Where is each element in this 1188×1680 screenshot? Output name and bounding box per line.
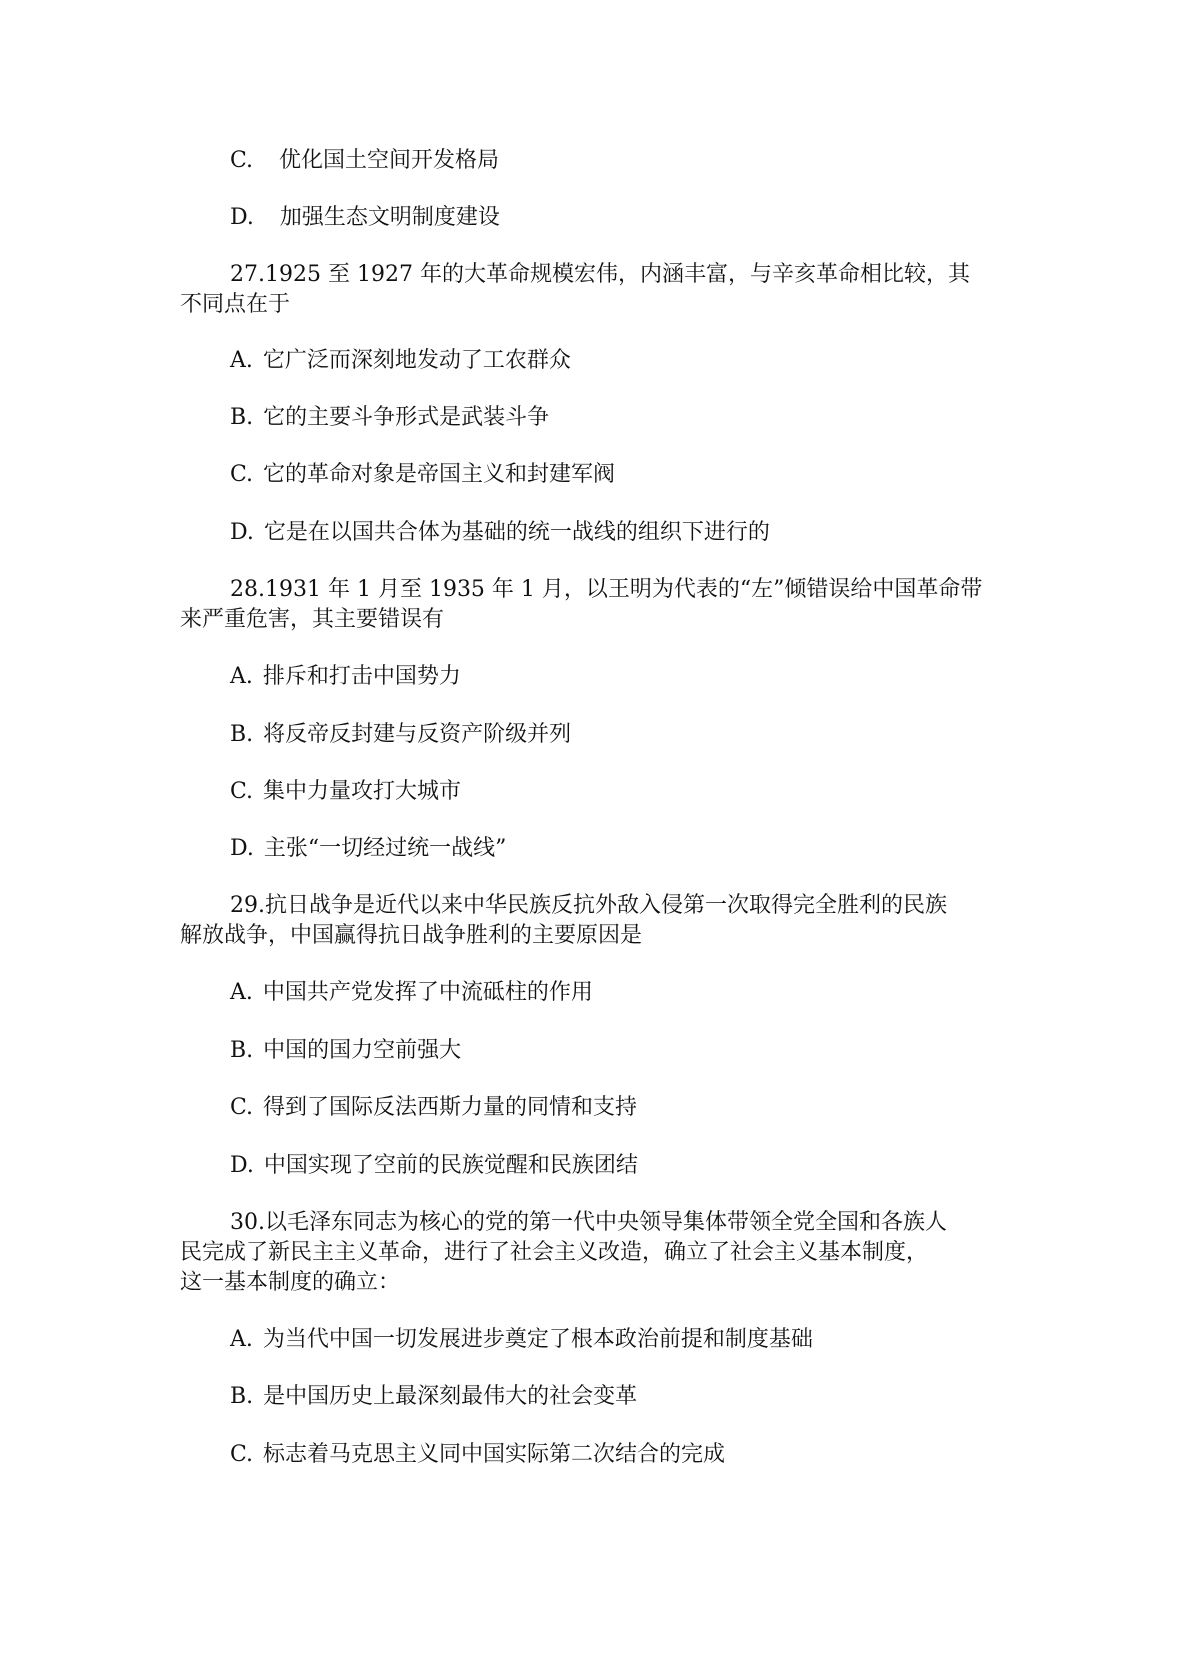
- option-text: 得到了国际反法西斯力量的同情和支持: [263, 1095, 638, 1120]
- question-30-option-b: [230, 1382, 637, 1412]
- option-text: 是中国历史上最深刻最伟大的社会变革: [263, 1384, 638, 1409]
- option-letter: B.: [230, 1038, 254, 1063]
- option-letter: C.: [230, 779, 254, 804]
- question-27-option-d: [230, 518, 770, 548]
- option-text: 优化国土空间开发格局: [279, 148, 500, 173]
- question-27-line-2: 不同点在于: [180, 292, 291, 317]
- option-letter: A.: [230, 664, 253, 689]
- option-letter: A.: [230, 1327, 253, 1352]
- option-text: 主张“一切经过统一战线”: [263, 836, 507, 861]
- question-28-option-b: [230, 720, 571, 750]
- question-28-option-d: [230, 834, 506, 864]
- option-text: 中国共产党发挥了中流砥柱的作用: [262, 980, 593, 1005]
- option-letter: B.: [230, 722, 254, 747]
- option-text: 标志着马克思主义同中国实际第二次结合的完成: [263, 1442, 726, 1467]
- question-30-line-1: 30.以毛泽东同志为核心的党的第一代中央领导集体带领全党全国和各族人: [230, 1210, 947, 1235]
- option-letter: A.: [230, 980, 253, 1005]
- question-28-option-a: [230, 662, 461, 692]
- question-29-option-c: [230, 1093, 637, 1123]
- option-text: 集中力量攻打大城市: [263, 779, 462, 804]
- option-letter: B.: [230, 1384, 254, 1409]
- option-letter: C.: [230, 148, 254, 173]
- question-30-option-a: [230, 1325, 813, 1355]
- question-30-line-2: 民完成了新民主主义革命，进行了社会主义改造，确立了社会主义基本制度，: [180, 1240, 929, 1265]
- option-text: 它的主要斗争形式是武装斗争: [263, 405, 550, 430]
- question-29-option-a: [230, 978, 593, 1008]
- question-27-option-c: [230, 460, 615, 490]
- option-letter: A.: [230, 348, 253, 373]
- option-letter: D.: [230, 205, 254, 230]
- option-text: 它是在以国共合体为基础的统一战线的组织下进行的: [263, 520, 770, 545]
- option-letter: B.: [230, 405, 254, 430]
- question-29-option-b: [230, 1036, 461, 1066]
- option-text: 中国实现了空前的民族觉醒和民族团结: [263, 1153, 638, 1178]
- option-text: 它广泛而深刻地发动了工农群众: [262, 348, 571, 373]
- option-letter: C.: [230, 1442, 254, 1467]
- option-letter: C.: [230, 1095, 254, 1120]
- question-27-option-a: [230, 346, 571, 376]
- question-28-option-c: [230, 777, 461, 807]
- option-text: 将反帝反封建与反资产阶级并列: [263, 722, 572, 747]
- question-29-line-1: 29.抗日战争是近代以来中华民族反抗外敌入侵第一次取得完全胜利的民族: [230, 893, 947, 918]
- option-text: 中国的国力空前强大: [263, 1038, 462, 1063]
- option-text: 它的革命对象是帝国主义和封建军阀: [263, 462, 616, 487]
- option-letter: D.: [230, 1153, 254, 1178]
- question-29-option-d: [230, 1151, 638, 1181]
- option-d-prev: [230, 203, 500, 233]
- question-29-line-2: 解放战争，中国赢得抗日战争胜利的主要原因是: [180, 923, 643, 948]
- option-letter: C.: [230, 462, 254, 487]
- option-text: 加强生态文明制度建设: [279, 205, 500, 230]
- option-text: 为当代中国一切发展进步奠定了根本政治前提和制度基础: [262, 1327, 813, 1352]
- question-27-line-1: 27.1925 至 1927 年的大革命规模宏伟，内涵丰富，与辛亥革命相比较，其: [230, 262, 970, 287]
- question-28-line-1: 28.1931 年 1 月至 1935 年 1 月，以王明为代表的“左”倾错误给中国革命带: [230, 577, 983, 602]
- option-letter: D.: [230, 836, 254, 861]
- option-text: 排斥和打击中国势力: [262, 664, 461, 689]
- question-28-line-2: 来严重危害，其主要错误有: [180, 607, 445, 632]
- question-30-line-3: 这一基本制度的确立：: [180, 1270, 401, 1295]
- option-c-prev: [230, 146, 499, 176]
- question-27-option-b: [230, 403, 549, 433]
- option-letter: D.: [230, 520, 254, 545]
- question-30-option-c: [230, 1440, 725, 1470]
